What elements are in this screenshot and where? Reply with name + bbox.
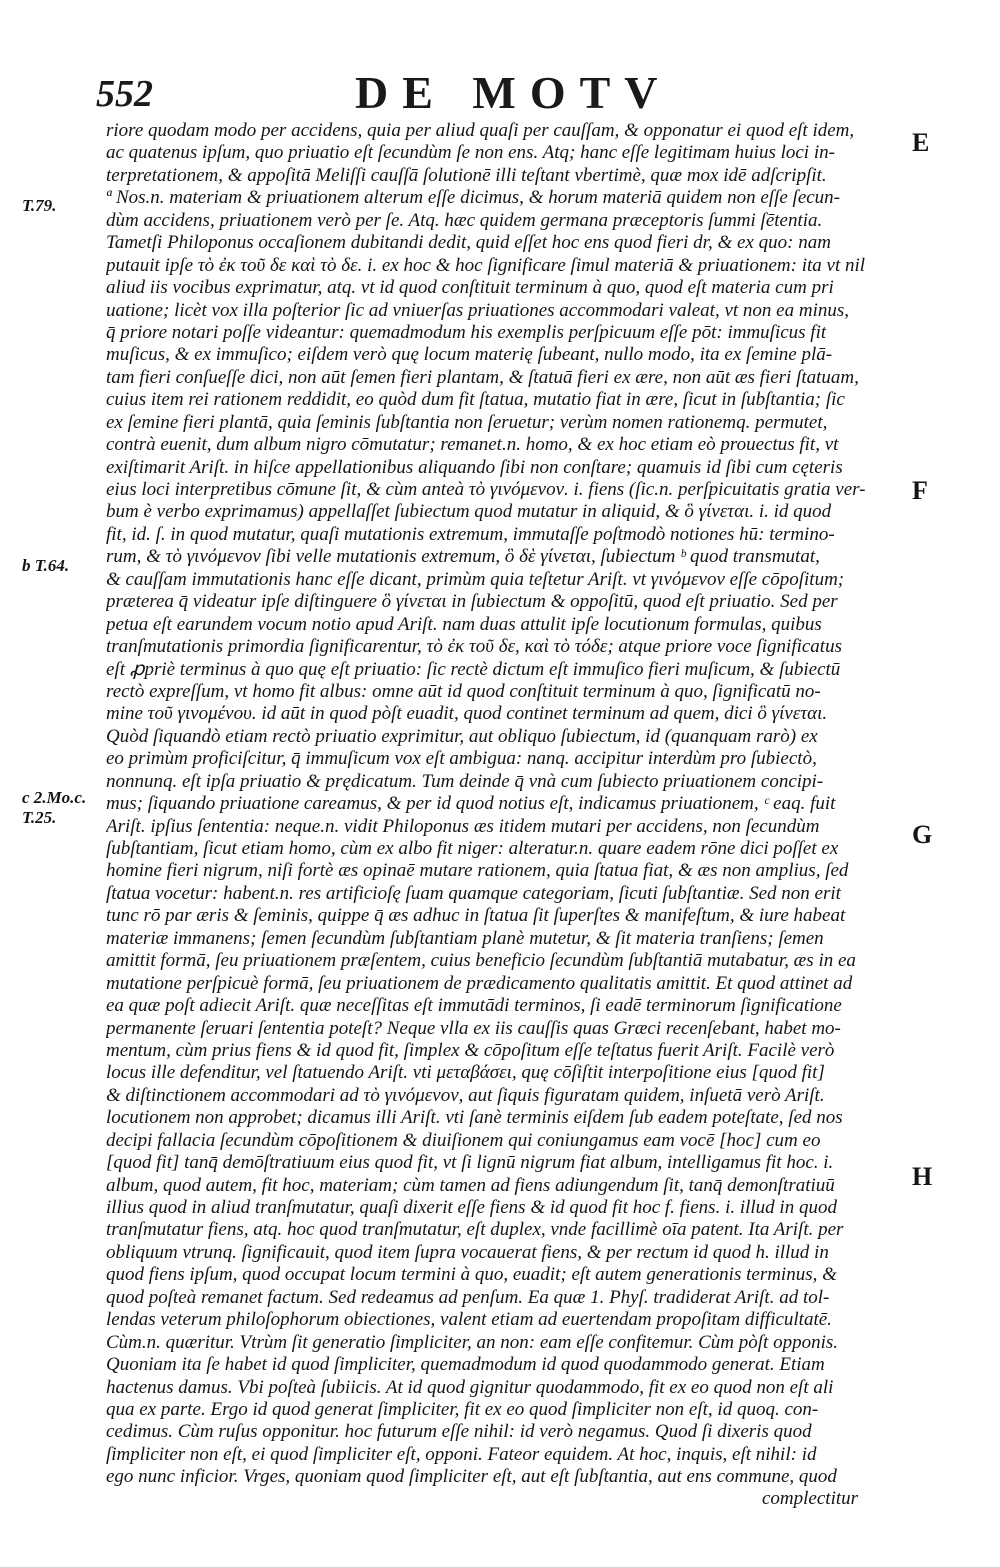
text-line: permanente ſeruari ſententia poteſt? Neque vlla ex iis cauſſis quas Græci recenſebant, habet mo- [106, 1017, 841, 1039]
margin-reference: b T.64. [22, 556, 70, 575]
text-line: terpretationem, & appoſitā Meliſſi cauſſā ſolutionē illi teſtant vbertimè, quæ mox idē adſcripſit. [106, 164, 827, 186]
section-letter-f: F [912, 476, 928, 505]
section-letter-h: H [912, 1162, 933, 1191]
text-line: rum, & τὸ γινόμενον ſibi velle mutationis extremum, ὃ δὲ γίνεται, ſubiectum ᵇ quod transmutat, [106, 546, 820, 568]
text-line: [quod fit] tanq̄ demōſtratiuum eius quod fit, vt ſi lignū nigrum fiat album, intelligamus fit hoc. i. [106, 1152, 834, 1174]
text-line: ex ſemine fieri plantā, quia ſeminis ſubſtantia non ſeruetur; verùm nomen rationemq. permutet, [106, 411, 828, 433]
text-line: nonnunq. eſt ipſa priuatio & prędicatum. Tum deinde q̄ vnà cum ſubiecto priuationem concipi- [106, 770, 824, 792]
text-line: q̄ priore notari poſſe videantur: quemadmodum his exemplis perſpicuum eſſe pōt: immuſicus fit [106, 321, 827, 343]
body-text [106, 120, 906, 1489]
text-line: mus; ſiquando priuatione careamus, & per id quod notius eſt, indicamus priuationem, ᶜ eaq. fuit [106, 793, 836, 815]
text-line: rectò expreſſum, vt homo fit albus: omne aūt id quod conſtituit terminum à quo, ſignificatū no- [106, 680, 821, 702]
text-line: petua eſt earundem vocum notio apud Ariſt. nam duas attulit ipſe locutionum formulas, quibus [106, 613, 822, 635]
text-line: materiæ immanens; ſemen ſecundùm ſubſtantiam planè mutetur, & ſit materia tranſiens; ſemen [106, 927, 824, 949]
text-line: hactenus damus. Vbi poſteà ſubiicis. At id quod gignitur quodammodo, fit ex eo quod non eſt ali [106, 1376, 834, 1398]
text-line: Quòd ſiquandò etiam rectò priuatio exprimitur, aut obliquo ſubiectum, id (quanquam rarò) ex [106, 725, 818, 747]
text-line: locus ille defenditur, vel ſtatuendo Ariſt. vti μεταβάσει, quę cōſiſtit interpoſitione eius [quod fit] [106, 1062, 825, 1084]
text-line: quod poſteà remanet factum. Sed redeamus ad penſum. Ea quæ 1. Phyſ. tradiderat Ariſt. ad tol- [106, 1286, 830, 1308]
text-line: tranſmutatur fiens, atq. hoc quod tranſmutatur, eſt duplex, vnde facillimè oīa patent. Ita Ariſt. per [106, 1219, 844, 1241]
text-line: ſimpliciter non eſt, ei quod ſimpliciter eſt, opponi. Fateor equidem. At hoc, inquis, eſt nihil: id [106, 1443, 817, 1465]
text-line: eſt ꝓpriè terminus à quo quę eſt priuatio: ſic rectè dictum eſt immuſico fieri muſicum, & ſubiectū [106, 658, 841, 680]
text-line: aliud iis vocibus exprimatur, atq. vt id quod conſtituit terminum à quo, quod eſt materia cum pri [106, 277, 834, 299]
text-line: cuius item rei rationem reddidit, eo quòd dum fit ſtatua, mutatio fiat in ære, ſicut in ſubſtantia; ſic [106, 389, 845, 411]
text-line: cedimus. Cùm ruſus opponitur. hoc futurum eſſe nihil: id verò negamus. Quod ſi dixeris quod [106, 1421, 812, 1443]
text-line: fit, id. ſ. in quod mutatur, quaſi mutationis extremum, immutaſſe poſtmodò notiones hū: termino- [106, 523, 835, 545]
text-line: mentum, cùm prius fiens & id quod fit, ſimplex & cōpoſitum eſſe teſtatus fuerit Ariſt. Facilè verò [106, 1039, 835, 1061]
text-line: muſicus, & ex immuſico; eiſdem verò quę locum materię ſubeant, nullo modo, ita ex ſemine plā- [106, 344, 833, 366]
text-line: ea quæ poſt adiecit Ariſt. quæ neceſſitas eſt immutādi terminos, ſi eadē terminorum ſignificatione [106, 995, 842, 1017]
text-line: uatione; licèt vox illa poſterior ſic ad vniuerſas priuationes accommodari valeat, vt non ea minus, [106, 299, 849, 321]
text-line: bum è verbo exprimamus) appellaſſet ſubiectum quod mutatur in aliquid, & ὃ γίνεται. i. id quod [106, 501, 832, 523]
text-line: tunc rō par æris & ſeminis, quippe q̄ æs adhuc in ſtatua ſit ſuperſtes & manifeſtum, & iure habeat [106, 905, 846, 927]
text-line: ego nunc inficior. Vrges, quoniam quod ſimpliciter eſt, aut eſt ſubſtantia, aut ens commune, quod [106, 1466, 837, 1488]
margin-reference: T.79. [22, 196, 57, 215]
text-line: homine fieri nigrum, niſi fortè æs opinaē mutare rationem, quia ſtatua fiat, & æs non amplius, ſed [106, 860, 849, 882]
text-line: exiſtimarit Ariſt. in hiſce appellationibus aliquando ſibi non conſtare; quamuis id ſibi cum cęteris [106, 456, 843, 478]
text-line: illius quod in aliud tranſmutatur, quaſi dixerit eſſe fiens & id quod fit hoc f. fiens. i. illud in quod [106, 1197, 837, 1218]
text-line: ſubſtantiam, ſicut etiam homo, cùm ex albo fit niger: alteratur.n. quare eadem rōne dici poſſet ex [106, 838, 839, 859]
margin-reference: c 2.Mo.c. [22, 788, 87, 807]
text-line: Cùm.n. quæritur. Vtrùm ſit generatio ſimpliciter, an non: eam eſſe confitemur. Cùm pòſt opponis. [106, 1331, 839, 1353]
text-line: & diſtinctionem accommodari ad τὸ γινόμενον, aut ſiquis figuratam quidem, inſuetā verò Ariſt. [106, 1084, 825, 1106]
margin-reference: T.25. [22, 808, 57, 827]
text-line: dùm accidens, priuationem verò per ſe. Atq. hæc quidem germana præceptoris ſummi ſētentia. [106, 209, 823, 231]
text-line: Ariſt. ipſius ſententia: neque.n. vidit Philoponus æs itidem mutari per accidens, non ſecundùm [106, 815, 820, 837]
text-line: amittit formā, ſeu priuationem præſentem, cuius beneficio ſecundùm ſubſtantiā mutabatur, æs in ea [106, 950, 856, 972]
catchword: complectitur [762, 1488, 859, 1509]
text-line: mutatione perſpicuè formā, ſeu priuationem de prædicamento qualitatis amittit. Et quod attinet ad [106, 972, 853, 994]
text-line: contrà euenit, dum album nigro cōmutatur; remanet.n. homo, & ex hoc etiam eò prouectus fit, vt [106, 434, 839, 456]
text-line: obliquum vtrunq. ſignificauit, quod item ſupra vocauerat fiens, & per rectum id quod h. illud in [106, 1241, 829, 1263]
text-line: decipi fallacia ſecundùm cōpoſitionem & diuiſionem qui coniungamus eam vocē [hoc] cum eo [106, 1129, 821, 1151]
text-line: ª Nos.n. materiam & priuationem alterum eſſe dicimus, & horum materiā quidem non eſſe ſecun- [106, 187, 841, 209]
text-line: qua ex parte. Ergo id quod generat ſimpliciter, fit ex eo quod ſimpliciter non eſt, id quoq. con- [106, 1398, 819, 1420]
page-number: 552 [96, 73, 153, 115]
text-line: quod fiens ipſum, quod occupat locum termini à quo, euadit; eſt autem generationis terminus, & [106, 1264, 837, 1286]
text-line: Quoniam ita ſe habet id quod ſimpliciter, quemadmodum id quod quodammodo generat. Etiam [106, 1354, 825, 1376]
text-line: album, quod autem, fit hoc, materiam; cùm tamen ad fiens adiungendum ſit, tanq̄ demonſtratiuū [106, 1174, 835, 1196]
text-line: eius loci interpretibus cōmune ſit, & cùm anteà τὸ γινόμενον. i. fiens (ſic.n. perſpicuitatis gratia ver- [106, 479, 866, 500]
text-line: eo primùm proficiſcitur, q̄ immuſicum vox eſt ambigua: nanq. accipitur interdùm pro ſubiectò, [106, 748, 817, 770]
text-line: tam fieri conſueſſe dici, non aūt ſemen fieri plantam, & ſtatuā fieri ex ære, non aūt æs fieri ſtatuam, [106, 366, 859, 388]
section-letter-g: G [912, 820, 933, 849]
text-line: lendas veterum philoſophorum obiectiones, valent etiam ad euertendam propoſitam difficultatē. [106, 1309, 832, 1331]
section-letter-e: E [912, 128, 930, 157]
text-line: putauit ipſe τὸ ἐκ τοῦ δε καὶ τὸ δε. i. ex hoc & hoc ſignificare ſimul materiā & priuationem: ita vt nil [106, 254, 866, 276]
text-line: ac quatenus ipſum, quo priuatio eſt ſecundùm ſe non ens. Atq; hanc eſſe legitimam huius loci in- [106, 142, 835, 164]
text-line: riore quodam modo per accidens, quia per aliud quaſi per cauſſam, & opponatur ei quod eſt idem, [106, 120, 855, 141]
text-line: Tametſi Philoponus occaſionem dubitandi dedit, quid eſſet hoc ens quod fieri dr, & ex quo: nam [106, 232, 831, 254]
text-line: tranſmutationis primordia ſignificarentur, τὸ ἐκ τοῦ δε, καὶ τὸ τόδε; atque priore voce ſignificatus [106, 636, 842, 658]
text-line: præterea q̄ videatur ipſe diſtinguere ὃ γίνεται in ſubiectum & oppoſitū, quod eſt priuatio. Sed per [106, 591, 838, 613]
text-line: & cauſſam immutationis hanc eſſe dicant, primùm quia teſtetur Ariſt. vt γινόμενον eſſe cōpoſitum; [106, 568, 845, 590]
text-line: locutionem non approbet; dicamus illi Ariſt. vti ſanè terminis eiſdem ſub eadem poteſtate, ſed nos [106, 1107, 843, 1129]
text-line: ſtatua vocetur: habent.n. res artificioſę ſuam quamque categoriam, ſicuti ſubſtantiæ. Sed non erit [106, 882, 841, 904]
text-line: mine τοῦ γινομένου. id aūt in quod pòſt euadit, quod continet terminum ad quem, dici ὃ γίνεται. [106, 703, 828, 725]
running-title: DE MOTV [355, 67, 672, 118]
